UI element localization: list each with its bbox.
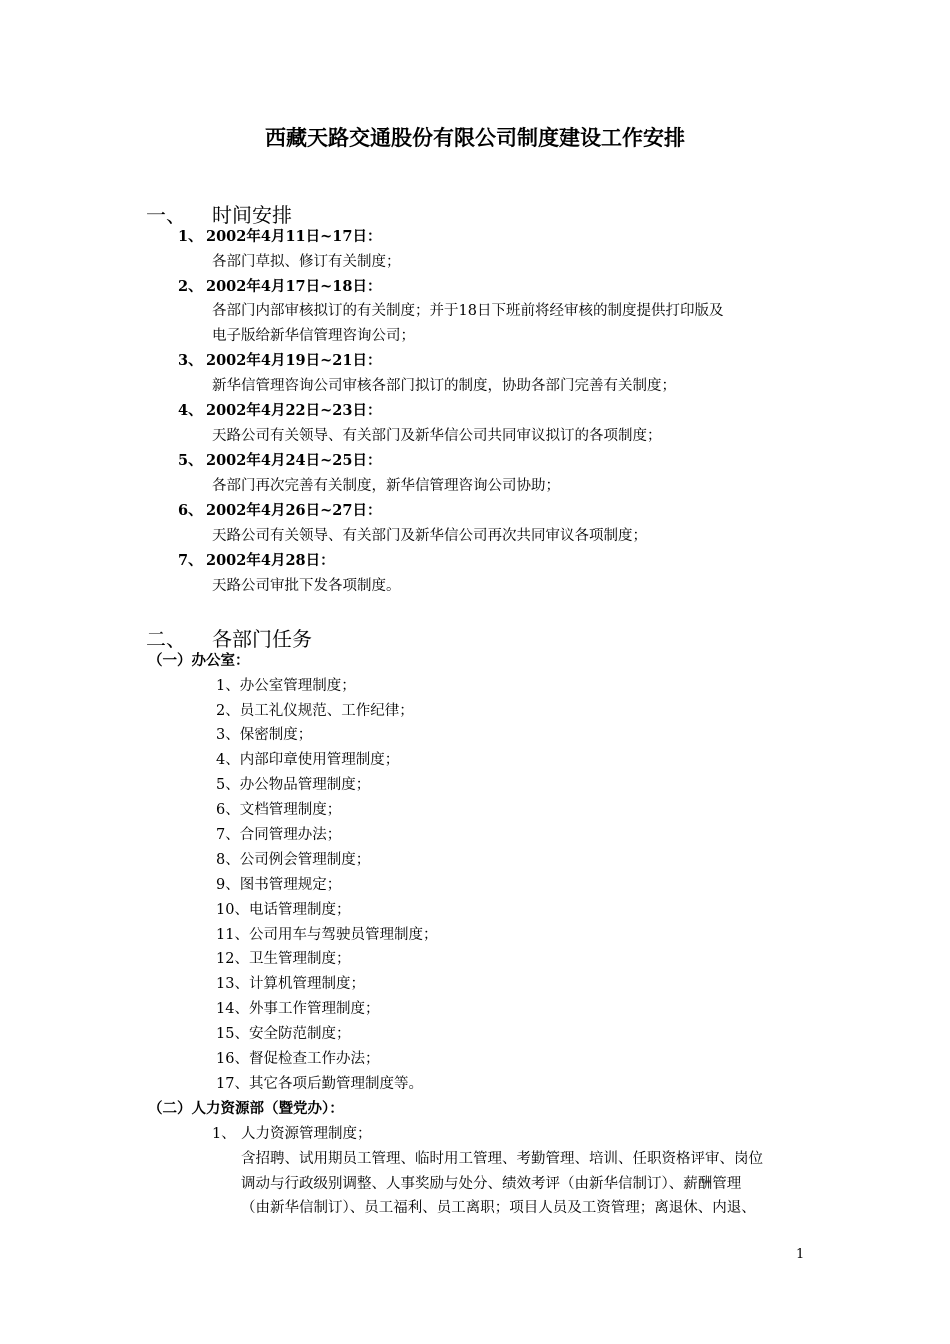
schedule-item-date: 4、 2002年4月22日~23日：	[178, 402, 382, 419]
list-item: 15、安全防范制度；	[216, 1026, 351, 1042]
schedule-item-date: 3、 2002年4月19日~21日：	[178, 352, 382, 369]
section-title: 时间安排	[212, 203, 292, 227]
schedule-item-text: 天路公司有关领导、有关部门及新华信公司共同审议拟订的各项制度；	[212, 428, 662, 444]
list-item: 17、其它各项后勤管理制度等。	[216, 1076, 423, 1092]
subsection-hr: （二）人力资源部（暨党办）：	[148, 1100, 344, 1117]
page-title: 西藏天路交通股份有限公司制度建设工作安排	[265, 126, 685, 150]
list-item: 12、卫生管理制度；	[216, 951, 351, 967]
schedule-item-date: 1、 2002年4月11日~17日：	[178, 228, 382, 245]
schedule-item-date: 5、 2002年4月24日~25日：	[178, 452, 382, 469]
list-item: 3、保密制度；	[216, 727, 313, 743]
list-item: 14、外事工作管理制度；	[216, 1001, 380, 1017]
schedule-item-date: 2、 2002年4月17日~18日：	[178, 278, 382, 295]
schedule-item-text: 天路公司审批下发各项制度。	[212, 578, 401, 594]
section-number: 二、	[146, 627, 186, 651]
schedule-item-text: 新华信管理咨询公司审核各部门拟订的制度，协助各部门完善有关制度；	[212, 378, 676, 394]
page-number: 1	[796, 1247, 805, 1262]
schedule-item-date: 6、 2002年4月26日~27日：	[178, 502, 382, 519]
schedule-item-text: 天路公司有关领导、有关部门及新华信公司再次共同审议各项制度；	[212, 528, 647, 544]
hr-item-text: 含招聘、试用期员工管理、临时用工管理、考勤管理、培训、任职资格评审、岗位	[241, 1151, 763, 1167]
list-item: 16、督促检查工作办法；	[216, 1051, 380, 1067]
list-item: 9、图书管理规定；	[216, 877, 342, 893]
schedule-item-text: 各部门内部审核拟订的有关制度；并于18日下班前将经审核的制度提供打印版及	[212, 303, 724, 319]
schedule-item-text: 电子版给新华信管理咨询公司；	[212, 328, 415, 344]
list-item: 13、计算机管理制度；	[216, 976, 365, 992]
list-item: 1、办公室管理制度；	[216, 678, 356, 694]
list-item: 4、内部印章使用管理制度；	[216, 752, 400, 768]
section-heading-schedule	[146, 199, 292, 228]
list-item: 2、员工礼仪规范、工作纪律；	[216, 703, 414, 719]
list-item: 10、电话管理制度；	[216, 902, 351, 918]
list-item: 8、公司例会管理制度；	[216, 852, 371, 868]
section-heading-departments	[146, 623, 312, 652]
schedule-item-date: 7、 2002年4月28日：	[178, 552, 335, 569]
schedule-item-text: 各部门再次完善有关制度，新华信管理咨询公司协助；	[212, 478, 560, 494]
hr-item: 1、 人力资源管理制度；	[212, 1126, 372, 1142]
hr-item-text: 调动与行政级别调整、人事奖励与处分、绩效考评（由新华信制订）、薪酬管理	[241, 1176, 742, 1192]
hr-item-text: （由新华信制订）、员工福利、员工离职；项目人员及工资管理；离退休、内退、	[241, 1200, 756, 1216]
schedule-item-text: 各部门草拟、修订有关制度；	[212, 254, 401, 270]
list-item: 11、公司用车与驾驶员管理制度；	[216, 927, 438, 943]
section-number: 一、	[146, 203, 186, 227]
section-title: 各部门任务	[212, 627, 312, 651]
subsection-office: （一）办公室：	[148, 652, 250, 669]
list-item: 5、办公物品管理制度；	[216, 777, 371, 793]
list-item: 6、文档管理制度；	[216, 802, 342, 818]
list-item: 7、合同管理办法；	[216, 827, 342, 843]
